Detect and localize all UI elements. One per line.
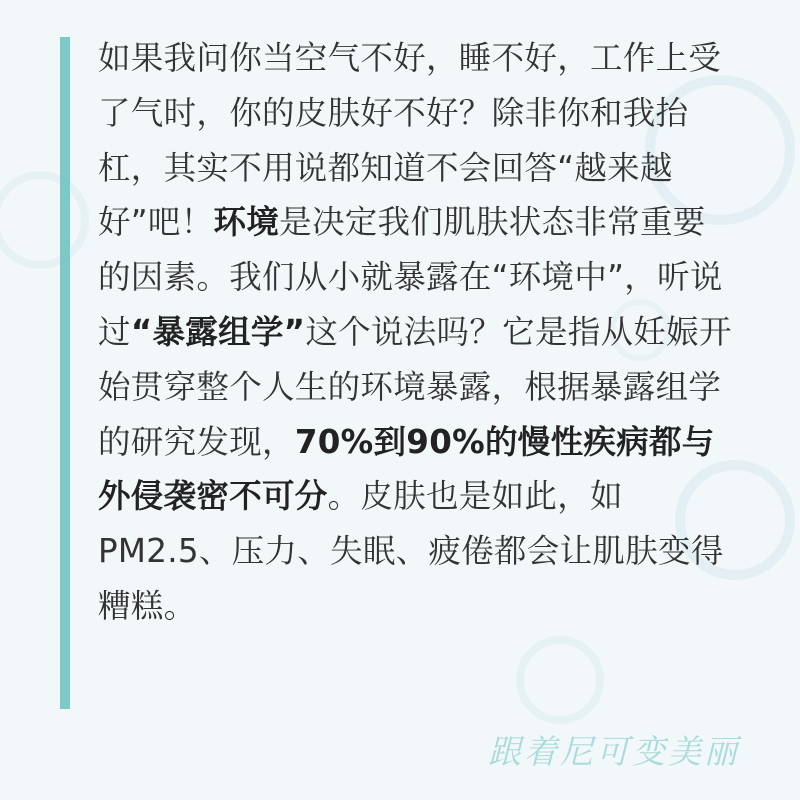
article-text: 是决定我们肌肤状态非常重要的因素。我们从小就暴露在“环境中”，听说过 [98, 203, 723, 351]
article-text: 。皮肤也是如此，如PM2.5、压力、失眠、疲倦都会让肌肤变得糟糕。 [98, 477, 724, 625]
article-text: 如果我问你当空气不好，睡不好，工作上受了气时，你的皮肤好不好？除非你和我抬杠，其实不用说都知道不会回答“越来越好”吧！ [98, 39, 722, 242]
article-paragraph [98, 31, 738, 634]
article-text: 这个说法吗？它是指从妊娠开始贯穿整个人生的环境暴露，根据暴露组学的研究发现， [98, 312, 732, 461]
article-bold-text: 环境 [213, 203, 280, 242]
article-bold-text: 70%到90%的慢性疾病都与外侵袭密不可分 [98, 422, 715, 516]
article-bold-text: “暴露组学” [130, 312, 306, 351]
quote-accent-bar [60, 37, 70, 709]
signature-watermark: 跟着尼可变美丽 [488, 732, 740, 771]
